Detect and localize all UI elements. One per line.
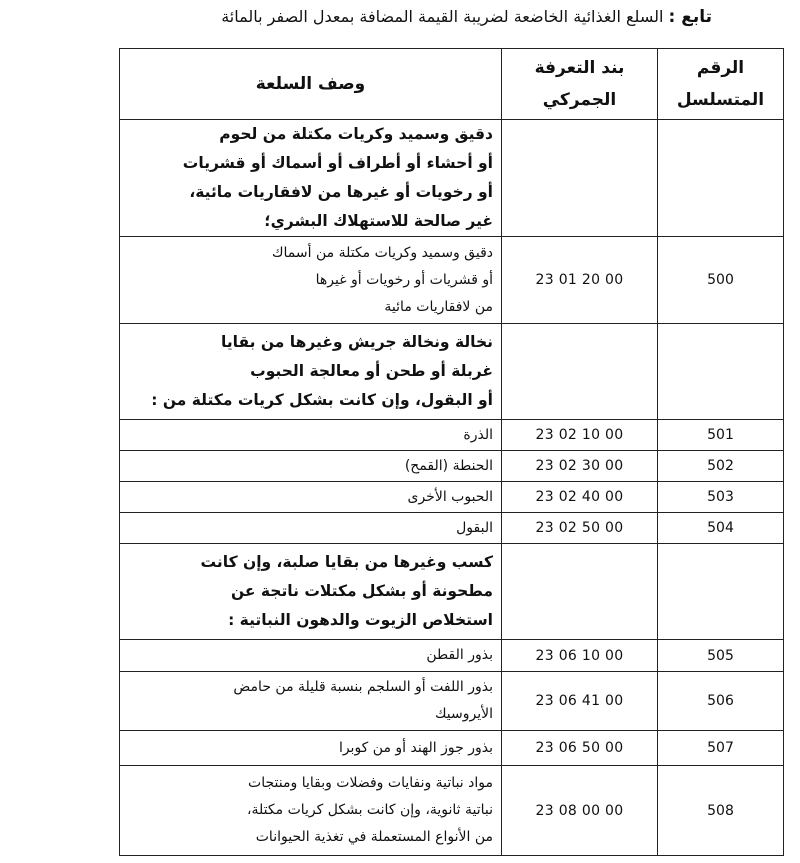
description-cell: بذور جوز الهند أو من كوبرا [120,731,502,766]
tariff-code-cell [502,544,658,640]
serial-cell: 501 [658,420,784,451]
description-cell: دقيق وسميد وكريات مكتلة من لحوم أو أحشاء أو أطراف أو أسماك أو قشريات أو رخويات أو غيرها من لافقاريات مائية، غير صالحة للاستهلاك البشري؛ [120,120,502,237]
description-cell: بذور اللفت أو السلجم بنسبة قليلة من حامض الأيروسيك [120,672,502,731]
serial-cell: 502 [658,451,784,482]
table-row [120,672,784,731]
tariff-code-cell: 23 02 40 00 [502,482,658,513]
serial-cell: 500 [658,237,784,324]
tariff-code-cell: 23 02 10 00 [502,420,658,451]
heading-text: السلع الغذائية الخاضعة لضريبة القيمة المضافة بمعدل الصفر بالمائة [221,7,664,26]
description-cell: الحنطة (القمح) [120,451,502,482]
tariff-code-cell [502,324,658,420]
table-header-row [120,49,784,120]
table-row [120,731,784,766]
serial-cell [658,120,784,237]
tariff-code-cell [502,120,658,237]
description-cell: الذرة [120,420,502,451]
serial-cell: 508 [658,766,784,856]
table-row [120,237,784,324]
serial-cell [658,544,784,640]
table-row [120,640,784,672]
description-cell: كسب وغيرها من بقايا صلبة، وإن كانت مطحونة أو بشكل مكتلات ناتجة عن استخلاص الزيوت والدهون النباتية : [120,544,502,640]
page-heading [20,4,712,30]
description-cell: بذور القطن [120,640,502,672]
tariff-code-cell: 23 02 50 00 [502,513,658,544]
heading-lead: تابع : [668,7,712,27]
header-description: وصف السلعة [120,49,502,120]
tariff-code-cell: 23 06 10 00 [502,640,658,672]
description-cell: مواد نباتية ونفايات وفضلات وبقايا ومنتجات نباتية ثانوية، وإن كانت بشكل كريات مكتلة، من الأنواع المستعملة في تغذية الحيوانات [120,766,502,856]
serial-cell: 506 [658,672,784,731]
tariff-code-cell: 23 06 50 00 [502,731,658,766]
description-cell: دقيق وسميد وكريات مكتلة من أسماك أو قشريات أو رخويات أو غيرها من لافقاريات مائية [120,237,502,324]
serial-cell: 507 [658,731,784,766]
table-row [120,451,784,482]
table-row [120,324,784,420]
table-row [120,420,784,451]
description-cell: نخالة ونخالة جريش وغيرها من بقايا غربلة أو طحن أو معالجة الحبوب أو البقول، وإن كانت بشكل كريات مكتلة من : [120,324,502,420]
description-cell: البقول [120,513,502,544]
serial-cell: 505 [658,640,784,672]
serial-cell: 503 [658,482,784,513]
serial-cell: 504 [658,513,784,544]
table-row [120,482,784,513]
tariff-code-cell: 23 02 30 00 [502,451,658,482]
header-tariff: بند التعرفة الجمركي [502,49,658,120]
tariff-code-cell: 23 01 20 00 [502,237,658,324]
table-row [120,766,784,856]
tariff-table [119,48,784,856]
table-row [120,513,784,544]
tariff-code-cell: 23 08 00 00 [502,766,658,856]
header-serial: الرقم المتسلسل [658,49,784,120]
table-row [120,544,784,640]
description-cell: الحبوب الأخرى [120,482,502,513]
table-row [120,120,784,237]
tariff-code-cell: 23 06 41 00 [502,672,658,731]
serial-cell [658,324,784,420]
